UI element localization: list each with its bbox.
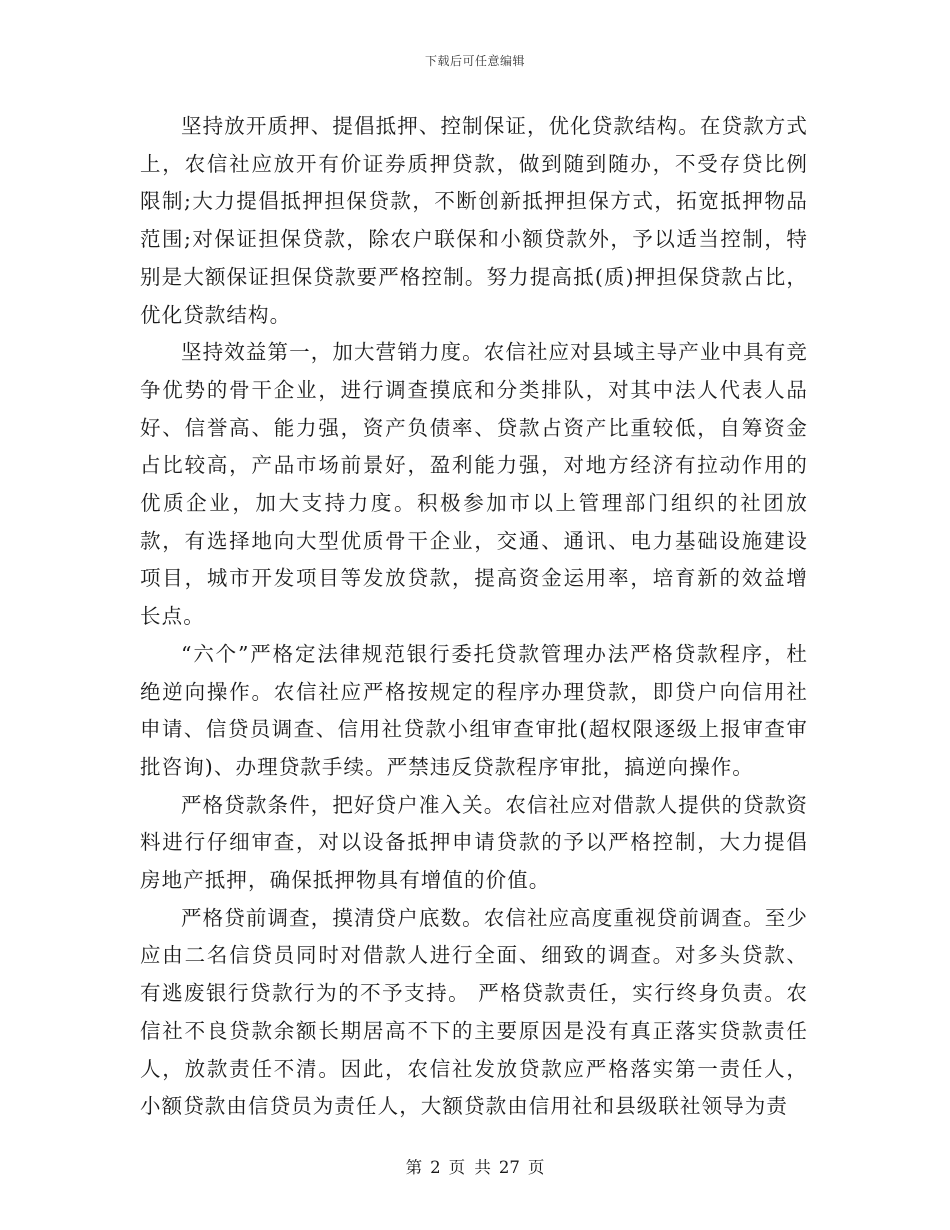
paragraph: 坚持效益第一，加大营销力度。农信社应对县域主导产业中具有竞争优势的骨干企业，进行调查摸底和分类排队，对其中法人代表人品好、信誉高、能力强，资产负债率、贷款占资产比重较低，自筹资金占比较高，产品市场前景好，盈利能力强，对地方经济有拉动作用的优质企业，加大支持力度。积极参加市以上管理部门组织的社团放款，有选择地向大型优质骨干企业，交通、通讯、电力基础设施建设项目，城市开发项目等发放贷款，提高资金运用率，培育新的效益增长点。 — [140, 340, 808, 629]
paragraph: “六个”严格定法律规范银行委托贷款管理办法严格贷款程序，杜绝逆向操作。农信社应严格按规定的程序办理贷款，即贷户向信用社申请、信贷员调查、信用社贷款小组审查审批(超权限逐级上报审查审批咨询)、办理贷款手续。严禁违反贷款程序审批，搞逆向操作。 — [140, 641, 808, 779]
footer-middle: 页 共 — [448, 1158, 491, 1177]
footer-prefix: 第 — [405, 1158, 423, 1177]
paragraph: 严格贷款条件，把好贷户准入关。农信社应对借款人提供的贷款资料进行仔细审查，对以设备抵押申请贷款的予以严格控制，大力提倡房地产抵押，确保抵押物具有增值的价值。 — [140, 792, 808, 893]
current-page-number: 2 — [430, 1158, 441, 1177]
paragraph: 严格贷前调查，摸清贷户底数。农信社应高度重视贷前调查。至少应由二名信贷员同时对借款人进行全面、细致的调查。对多头贷款、有逃废银行贷款行为的不予支持。 严格贷款责任，实行终身负责。农信社不良贷款余额长期居高不下的主要原因是没有真正落实贷款责任人，放款责任不清。因此，农信社发放贷款应严格落实第一责任人，小额贷款由信贷员为责任人，大额贷款由信用社和县级联社领导为责 — [140, 905, 808, 1119]
paragraph: 坚持放开质押、提倡抵押、控制保证，优化贷款结构。在贷款方式上，农信社应放开有价证券质押贷款，做到随到随办，不受存贷比例限制;大力提倡抵押担保贷款，不断创新抵押担保方式，拓宽抵押物品范围;对保证担保贷款，除农户联保和小额贷款外，予以适当控制，特别是大额保证担保贷款要严格控制。努力提高抵(质)押担保贷款占比，优化贷款结构。 — [140, 114, 808, 327]
document-body — [140, 108, 808, 1126]
page-header: 下载后可任意编辑 — [424, 54, 525, 68]
footer-suffix: 页 — [527, 1158, 545, 1177]
page-footer — [0, 1154, 950, 1178]
total-page-count: 27 — [498, 1158, 520, 1177]
